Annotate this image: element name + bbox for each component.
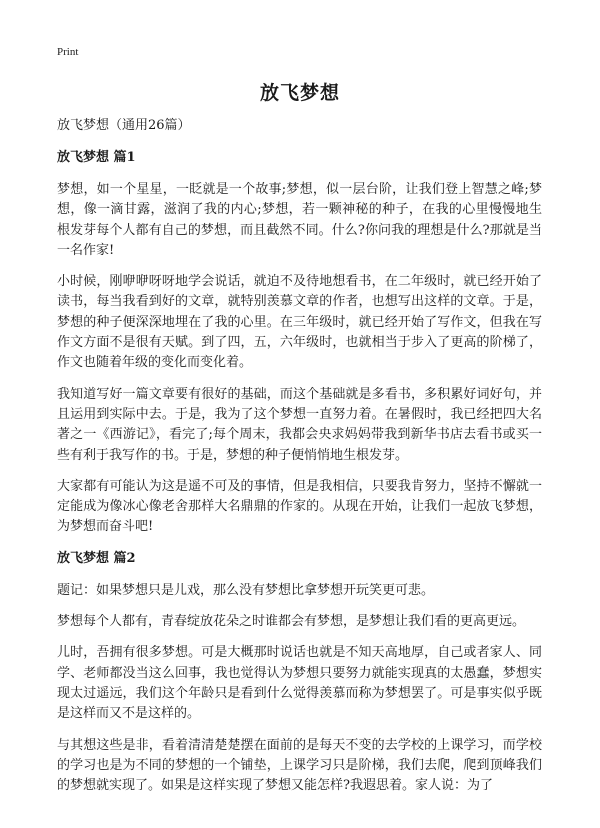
document-subtitle: 放飞梦想（通用26篇） bbox=[57, 118, 191, 133]
paragraph: 儿时，吾拥有很多梦想。可是大概那时说话也就是不知天高地厚，自己或者家人、同学、老师都没当这么回事，我也觉得认为梦想只要努力就能实现真的太愚蠢，梦想实现太过遥远，我们这个年龄只是看到什么觉得羡慕而称为梦想罢了。可是事实似乎既是这样而又不是这样的。 bbox=[57, 645, 542, 722]
paragraph: 梦想，如一个星星，一眨就是一个故事;梦想，似一层台阶，让我们登上智慧之峰;梦想，像一滴甘露，滋润了我的内心;梦想，若一颗神秘的种子，在我的心里慢慢地生根发芽每个人都有自己的梦想，而且截然不同。什么?你问我的理想是什么?那就是当一名作家! bbox=[57, 182, 542, 258]
paragraph: 我知道写好一篇文章要有很好的基础，而这个基础就是多看书，多积累好词好句，并且运用到实际中去。于是，我为了这个梦想一直努力着。在暑假时，我已经把四大名著之一《西游记》，看完了;每个周末，我都会央求妈妈带我到新华书店去看书或买一些有利于我写作的书。于是，梦想的种子便悄悄地生根发芽。 bbox=[57, 386, 542, 463]
section-heading-1: 放飞梦想 篇1 bbox=[57, 150, 136, 165]
paragraph: 与其想这些是非，看着清清楚楚摆在面前的是每天不变的去学校的上课学习，而学校的学习也是为不同的梦想的一个铺垫，上课学习只是阶梯，我们去爬，爬到顶峰我们的梦想就实现了。如果是这样实现了梦想又能怎样?我遐思着。家人说：为了 bbox=[57, 737, 542, 794]
paragraph: 小时候，刚咿咿呀呀地学会说话，就迫不及待地想看书，在二年级时，就已经开始了读书，每当我看到好的文章，就特别羡慕文章的作者，也想写出这样的文章。于是，梦想的种子便深深地埋在了我的心里。在三年级时，就已经开始了写作文，但我在写作文方面不是很有天赋。到了四，五，六年级时，也就相当于步入了更高的阶梯了，作文也随着年级的变化而变化着。 bbox=[57, 274, 542, 371]
document-body bbox=[57, 116, 542, 796]
paragraph: 梦想每个人都有，青春绽放花朵之时谁都会有梦想，是梦想让我们看的更高更远。 bbox=[57, 614, 526, 630]
document-title: 放飞梦想 bbox=[259, 82, 340, 104]
paragraph: 题记：如果梦想只是儿戏，那么没有梦想比拿梦想开玩笑更可悲。 bbox=[57, 582, 435, 598]
paragraph: 大家都有可能认为这是遥不可及的事情，但是我相信，只要我肯努力，坚持不懈就一定能成为像冰心像老舍那样大名鼎鼎的作家的。从现在开始，让我们一起放飞梦想，为梦想而奋斗吧! bbox=[57, 478, 542, 535]
print-link[interactable]: Print bbox=[57, 46, 79, 58]
section-heading-2: 放飞梦想 篇2 bbox=[57, 550, 136, 566]
